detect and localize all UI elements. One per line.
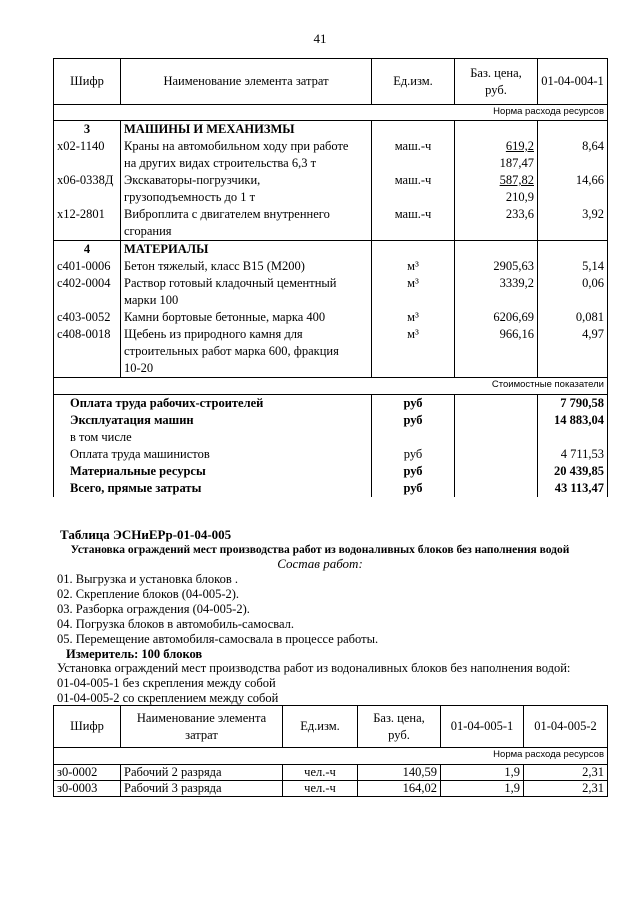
resource-unit: м³ xyxy=(372,309,455,326)
resource-code: х06-0338Д xyxy=(54,172,121,206)
resource-price: 3339,2 xyxy=(455,275,538,309)
resource-price: 140,59 xyxy=(358,765,441,781)
resource-price: 6206,69 xyxy=(455,309,538,326)
resource-norm-1: 1,9 xyxy=(441,765,524,781)
resource-code: х12-2801 xyxy=(54,206,121,241)
header-unit: Ед.изм. xyxy=(283,706,358,748)
resource-unit: чел.-ч xyxy=(283,765,358,781)
norm-caption-row xyxy=(54,105,608,121)
section-3-row: 3 МАШИНЫ И МЕХАНИЗМЫ xyxy=(54,121,608,139)
cost-unit: руб xyxy=(372,412,455,429)
norm-caption: Норма расхода ресурсов xyxy=(54,105,608,121)
resource-name: Раствор готовый кладочный цементный марки 100 xyxy=(121,275,372,309)
materials-list xyxy=(54,258,608,378)
norm-caption: Норма расхода ресурсов xyxy=(54,748,608,765)
resource-name: Виброплита с двигателем внутреннего сгорания xyxy=(121,206,372,241)
resource-unit: м³ xyxy=(372,275,455,309)
resource-unit: м³ xyxy=(372,258,455,275)
resource-unit: маш.-ч xyxy=(372,206,455,241)
header-price: Баз. цена, руб. xyxy=(455,59,538,105)
resource-code: с403-0052 xyxy=(54,309,121,326)
resource-norm-2: 2,31 xyxy=(524,765,608,781)
resource-table-01-04-004 xyxy=(53,58,608,497)
resource-price: 587,82 210,9 xyxy=(455,172,538,206)
header-column-01-04-004-1: 01-04-004-1 xyxy=(538,59,608,105)
resource-price: 2905,63 xyxy=(455,258,538,275)
resource-code: з0-0002 xyxy=(54,765,121,781)
resource-code: с402-0004 xyxy=(54,275,121,309)
cost-value: 4 711,53 xyxy=(538,446,608,463)
cost-unit xyxy=(372,429,455,446)
page-number: 41 xyxy=(313,31,327,46)
cost-row xyxy=(54,412,608,429)
meter: Измеритель: 100 блоков xyxy=(66,647,203,661)
resource-price: 619,2 187,47 xyxy=(455,138,538,172)
resource-code: с408-0018 xyxy=(54,326,121,378)
resource-norm-2: 2,31 xyxy=(524,781,608,797)
resource-unit: чел.-ч xyxy=(283,781,358,797)
composition-heading: Состав работ: xyxy=(277,556,363,571)
resource-table-01-04-005 xyxy=(53,705,608,797)
resource-norm: 4,97 xyxy=(538,326,608,378)
resource-name: Бетон тяжелый, класс В15 (М200) xyxy=(121,258,372,275)
work-item: 05. Перемещение автомобиля-самосвала в процессе работы. xyxy=(57,632,379,646)
resource-norm-1: 1,9 xyxy=(441,781,524,797)
resource-norm: 0,06 xyxy=(538,275,608,309)
resource-unit: м³ xyxy=(372,326,455,378)
resource-price: 966,16 xyxy=(455,326,538,378)
cost-name: Всего, прямые затраты xyxy=(54,480,372,497)
work-item: 02. Скрепление блоков (04-005-2). xyxy=(57,587,240,601)
cost-value: 14 883,04 xyxy=(538,412,608,429)
work-item: 04. Погрузка блоков в автомобиль-самосвал. xyxy=(57,617,295,631)
costs-list xyxy=(54,395,608,498)
cost-unit: руб xyxy=(372,463,455,480)
resource-price: 233,6 xyxy=(455,206,538,241)
labor-row xyxy=(54,765,608,781)
resource-unit: маш.-ч xyxy=(372,138,455,172)
cost-row xyxy=(54,429,608,446)
table-title: Таблица ЭСНиЕРр-01-04-005 xyxy=(60,527,232,542)
resource-norm: 0,081 xyxy=(538,309,608,326)
resource-unit: маш.-ч xyxy=(372,172,455,206)
header-name: Наименование элемента затрат xyxy=(121,59,372,105)
cost-value xyxy=(538,429,608,446)
header-column-01-04-005-2: 01-04-005-2 xyxy=(524,706,608,748)
cost-caption: Стоимостные показатели xyxy=(54,378,608,395)
cost-name: Эксплуатация машин xyxy=(54,412,372,429)
resource-norm: 3,92 xyxy=(538,206,608,241)
cost-unit: руб xyxy=(372,480,455,497)
header-price: Баз. цена, руб. xyxy=(358,706,441,748)
norm-caption-row xyxy=(54,748,608,765)
cost-row xyxy=(54,480,608,497)
resource-name: Рабочий 2 разряда xyxy=(121,765,283,781)
resource-code: с401-0006 xyxy=(54,258,121,275)
cost-unit: руб xyxy=(372,446,455,463)
section-4-row: 4 МАТЕРИАЛЫ xyxy=(54,241,608,259)
resource-norm: 5,14 xyxy=(538,258,608,275)
cost-value: 43 113,47 xyxy=(538,480,608,497)
cost-name: Оплата труда машинистов xyxy=(54,446,372,463)
table2-header-row xyxy=(54,706,608,748)
machine-row xyxy=(54,138,608,172)
machine-row xyxy=(54,172,608,206)
cost-name: Материальные ресурсы xyxy=(54,463,372,480)
material-row xyxy=(54,275,608,309)
work-item: 01. Выгрузка и установка блоков . xyxy=(57,572,238,586)
cost-name: Оплата труда рабочих-строителей xyxy=(54,395,372,413)
resource-code: х02-1140 xyxy=(54,138,121,172)
cost-value: 7 790,58 xyxy=(538,395,608,413)
material-row xyxy=(54,309,608,326)
description-line: 01-04-005-1 без скрепления между собой xyxy=(57,676,276,690)
labor-list xyxy=(54,765,608,797)
description-line: Установка ограждений мест производства работ из водоналивных блоков без наполнения водой: xyxy=(57,661,571,675)
header-code: Шифр xyxy=(54,706,121,748)
cost-unit: руб xyxy=(372,395,455,413)
header-unit: Ед.изм. xyxy=(372,59,455,105)
resource-name: Камни бортовые бетонные, марка 400 xyxy=(121,309,372,326)
resource-name: Краны на автомобильном ходу при работе на других видах строительства 6,3 т xyxy=(121,138,372,172)
material-row xyxy=(54,258,608,275)
description-line: 01-04-005-2 со скреплением между собой xyxy=(57,691,279,705)
table-header-row xyxy=(54,59,608,105)
resource-price: 164,02 xyxy=(358,781,441,797)
labor-row xyxy=(54,781,608,797)
resource-norm: 8,64 xyxy=(538,138,608,172)
cost-value: 20 439,85 xyxy=(538,463,608,480)
header-column-01-04-005-1: 01-04-005-1 xyxy=(441,706,524,748)
material-row xyxy=(54,326,608,378)
cost-row xyxy=(54,395,608,413)
cost-row xyxy=(54,446,608,463)
resource-norm: 14,66 xyxy=(538,172,608,206)
machines-list xyxy=(54,138,608,241)
table-subtitle: Установка ограждений мест производства работ из водоналивных блоков без наполнения водой xyxy=(70,544,570,556)
resource-code: з0-0003 xyxy=(54,781,121,797)
header-code: Шифр xyxy=(54,59,121,105)
cost-caption-row xyxy=(54,378,608,395)
resource-name: Экскаваторы-погрузчики, грузоподъемность до 1 т xyxy=(121,172,372,206)
machine-row xyxy=(54,206,608,241)
cost-name: в том числе xyxy=(54,429,372,446)
header-name: Наименование элемента затрат xyxy=(121,706,283,748)
resource-name: Щебень из природного камня для строительных работ марка 600, фракция 10-20 xyxy=(121,326,372,378)
resource-name: Рабочий 3 разряда xyxy=(121,781,283,797)
cost-row xyxy=(54,463,608,480)
work-item: 03. Разборка ограждения (04-005-2). xyxy=(57,602,250,616)
